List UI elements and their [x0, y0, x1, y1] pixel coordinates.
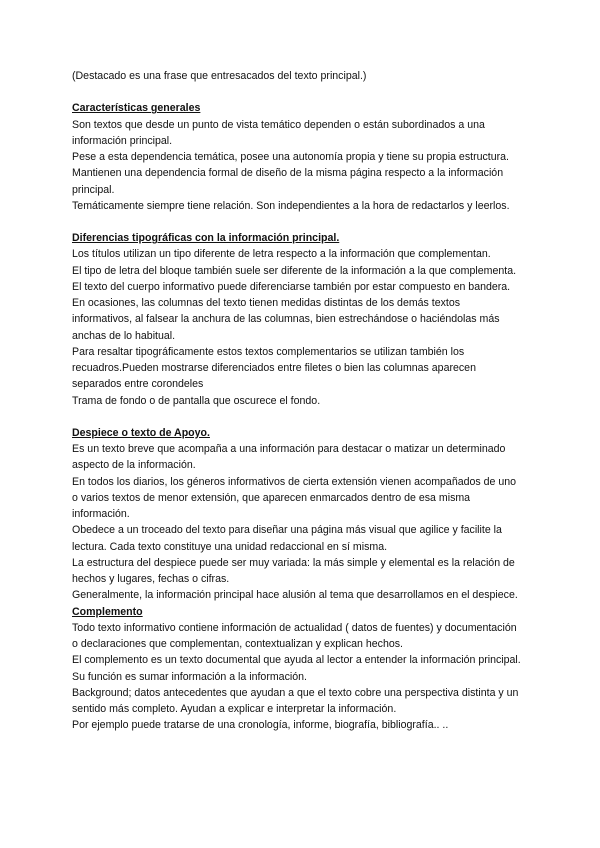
section-heading: Características generales — [72, 102, 201, 115]
paragraph: En todos los diarios, los géneros informativos de cierta extensión vienen acompañados de uno o varios textos de menor extensión, que aparecen enmarcados dentro de esa misma información. — [72, 475, 517, 520]
document-page — [72, 68, 522, 734]
paragraph: La estructura del despiece puede ser muy variada: la más simple y elemental es la relación de hechos y lugares, fechas o cifras. — [72, 556, 515, 585]
paragraph: Generalmente, la información principal hace alusión al tema que desarrollamos en el despiece. — [72, 589, 518, 602]
section-complemento — [72, 604, 522, 734]
section-heading: Despiece o texto de Apoyo. — [72, 426, 210, 439]
section-despiece — [72, 425, 522, 604]
paragraph: Temáticamente siempre tiene relación. Son independientes a la hora de redactarlos y leerlos. — [72, 199, 510, 212]
section-heading: Diferencias tipográficas con la información principal. — [72, 232, 340, 244]
section-diferencias — [72, 230, 522, 409]
paragraph: Para resaltar tipográficamente estos textos complementarios se utilizan también los recuadros.Pueden mostrarse diferenciados entre filetes o bien las columnas aparecen separados entre corondeles — [72, 345, 476, 391]
paragraph: Background; datos antecedentes que ayudan a que el texto cobre una perspectiva distinta y un sentido más completo. Ayudan a explicar e interpretar la información. — [72, 686, 519, 715]
section-caracteristicas — [72, 100, 522, 214]
intro-note: (Destacado es una frase que entresacados del texto principal.) — [72, 70, 367, 82]
paragraph: Obedece a un troceado del texto para diseñar una página más visual que agilice y facilite la lectura. Cada texto constituye una unidad redaccional en sí misma. — [72, 524, 502, 553]
section-heading: Complemento — [72, 605, 143, 618]
paragraph: Por ejemplo puede tratarse de una cronología, informe, biografía, bibliografía.. .. — [72, 719, 449, 732]
paragraph: En ocasiones, las columnas del texto tienen medidas distintas de los demás textos informativos, al falsear la anchura de las columnas, bien estrechándose o haciéndolas más anchas de lo habitual. — [72, 297, 500, 342]
paragraph: Todo texto informativo contiene información de actualidad ( datos de fuentes) y documentación o declaraciones que complementan, contextualizan y explican hechos. — [72, 621, 517, 650]
paragraph: El tipo de letra del bloque también suele ser diferente de la información a la que complementa. — [72, 264, 517, 277]
paragraph: El complemento es un texto documental que ayuda al lector a entender la información principal. Su función es sumar información a la información. — [72, 654, 521, 683]
paragraph: Son textos que desde un punto de vista temático dependen o están subordinados a una información principal. — [72, 118, 485, 147]
paragraph: Pese a esta dependencia temática, posee una autonomía propia y tiene su propia estructura. — [72, 151, 509, 163]
paragraph: Los títulos utilizan un tipo diferente de letra respecto a la información que complementan. — [72, 248, 491, 261]
paragraph: Es un texto breve que acompaña a una información para destacar o matizar un determinado aspecto de la información. — [72, 443, 506, 472]
paragraph: Mantienen una dependencia formal de diseño de la misma página respecto a la información principal. — [72, 167, 504, 196]
paragraph: El texto del cuerpo informativo puede diferenciarse también por estar compuesto en bandera. — [72, 280, 511, 293]
paragraph: Trama de fondo o de pantalla que oscurece el fondo. — [72, 394, 321, 407]
